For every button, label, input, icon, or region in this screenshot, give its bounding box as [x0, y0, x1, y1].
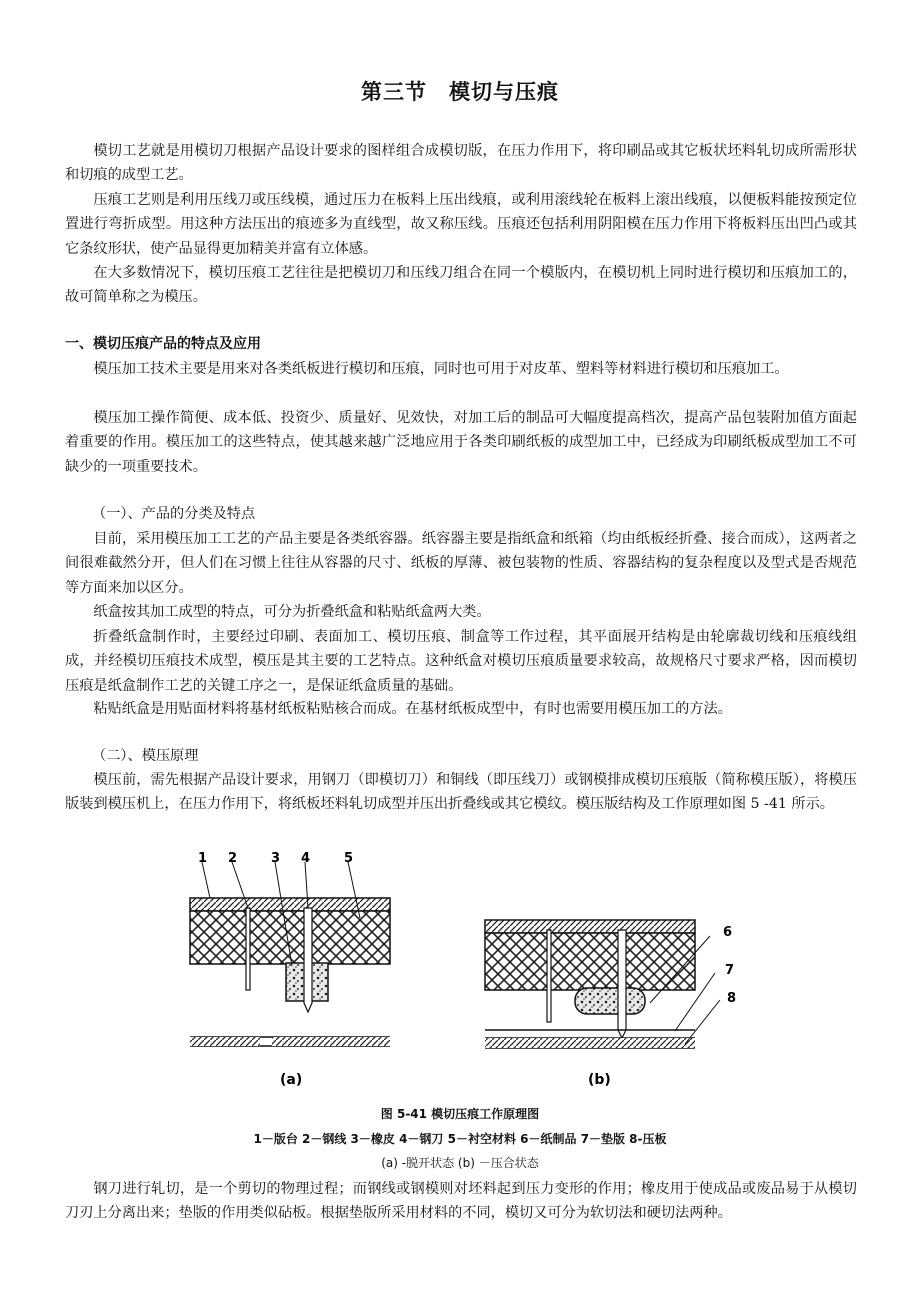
- figure-caption: 图 5-41 模切压痕工作原理图: [380, 1107, 540, 1121]
- make-ready-a-left: [190, 1037, 260, 1046]
- figure-states: (a) -脱开状态 (b) －压合状态: [381, 1156, 539, 1170]
- label-3: 3: [271, 851, 281, 866]
- paragraph-cutting-process: 钢刀进行轧切，是一个剪切的物理过程；而钢线或钢模则对坯料起到压力变形的作用；橡皮用于使成品或废品易于从模切刀刃上分离出来；垫版的作用类似砧板。根据垫版所采用材料的不同，模切又可分为软切法和硬切法两种。: [65, 1181, 857, 1222]
- steel-knife-a: [304, 908, 312, 1012]
- diagram-a: [190, 851, 390, 1088]
- die-cutting-diagram: [180, 848, 740, 1092]
- label-5: 5: [344, 851, 354, 866]
- rubber-b: [575, 988, 645, 1014]
- make-ready-a-right: [272, 1037, 390, 1046]
- label-6: 6: [723, 925, 733, 940]
- paragraph-containers: 目前，采用模压加工工艺的产品主要是各类纸容器。纸容器主要是指纸盒和纸箱（均由纸板经折叠、接合而成），这两者之间很难截然分开，但人们在习惯上往往从容器的尺寸、纸板的厚薄、被包装物的性质、容器结构的复杂程度以及型式是否规范等方面来加以区分。: [65, 531, 857, 596]
- backing-material-b: [485, 933, 695, 990]
- cutting-plate-b: [485, 1038, 695, 1048]
- label-7: 7: [725, 963, 735, 978]
- label-4: 4: [301, 851, 311, 866]
- subsection-heading-classification: （一）、产品的分类及特点: [92, 506, 256, 522]
- paragraph-folding-box: 折叠纸盒制作时，主要经过印刷、表面加工、模切压痕、制盒等工作过程，其平面展开结构是由轮廓裁切线和压痕线组成，并经模切压痕技术成型，模压是其主要的工艺特点。这种纸盒对模切压痕质量要求较高，故规格尺寸要求严格，因而模切压痕是纸盒制作工艺的关键工序之一，是保证纸盒质量的基础。: [65, 629, 857, 694]
- subsection-heading-principle: （二）、模压原理: [92, 748, 199, 764]
- steel-rule-a: [246, 908, 250, 990]
- subfigure-label-a: (a): [280, 1072, 303, 1088]
- label-2: 2: [228, 851, 238, 866]
- label-1: 1: [198, 851, 208, 866]
- paragraph-principle: 模压前，需先根据产品设计要求，用钢刀（即模切刀）和铜线（即压线刀）或钢模排成模切压痕版（简称模压版），将模压版装到模压机上，在压力作用下，将纸板坯料轧切成型并压出折叠线或其它模纹。模压版结构及工作原理如图 5 -41 所示。: [65, 772, 857, 813]
- paragraph-application: 模压加工技术主要是用来对各类纸板进行模切和压痕，同时也可用于对皮革、塑料等材料进行模切和压痕加工。: [93, 361, 789, 377]
- steel-knife-b: [618, 930, 626, 1038]
- subfigure-label-b: (b): [588, 1072, 611, 1088]
- paragraph-box-types: 纸盒按其加工成型的特点，可分为折叠纸盒和粘贴纸盒两大类。: [93, 604, 491, 620]
- paragraph-die-cutting: 模切工艺就是用模切刀根据产品设计要求的图样组合成模切版，在压力作用下，将印刷品或其它板状坯料轧切成所需形状和切痕的成型工艺。: [65, 143, 857, 184]
- section-heading: 一、模切压痕产品的特点及应用: [65, 336, 261, 352]
- paragraph-creasing: 压痕工艺则是利用压线刀或压线模，通过压力在板料上压出线痕，或利用滚线轮在板料上滚出线痕，以便板料能按预定位置进行弯折成型。用这种方法压出的痕迹多为直线型，故又称压线。压痕还包括利用阴阳模在压力作用下将板料压出凹凸或其它条纹形状，使产品显得更加精美并富有立体感。: [65, 192, 857, 257]
- diagram-b: [485, 920, 736, 1088]
- paragraph-advantages: 模压加工操作简便、成本低、投资少、质量好、见效快，对加工后的制品可大幅度提高档次，提高产品包装附加值方面起着重要的作用。模压加工的这些特点，使其越来越广泛地应用于各类印刷纸板的成型加工中，已经成为印刷纸板成型加工不可缺少的一项重要技术。: [65, 410, 857, 475]
- figure-legend: 1－版台 2－钢线 3－橡皮 4－钢刀 5－衬空材料 6－纸制品 7－垫版 8-压板: [253, 1132, 667, 1146]
- paragraph-set-up-box: 粘贴纸盒是用贴面材料将基材纸板粘贴核合而成。在基材纸板成型中，有时也需要用模压加工的方法。: [93, 701, 732, 717]
- label-8: 8: [727, 991, 737, 1006]
- steel-rule-b: [547, 930, 551, 1022]
- platen-b: [485, 920, 695, 933]
- page-title: 第三节 模切与压痕: [361, 80, 559, 104]
- platen-a: [190, 898, 390, 911]
- paragraph-combined: 在大多数情况下，模切压痕工艺往往是把模切刀和压线刀组合在同一个模版内，在模切机上同时进行模切和压痕加工的，故可简单称之为模压。: [65, 265, 857, 306]
